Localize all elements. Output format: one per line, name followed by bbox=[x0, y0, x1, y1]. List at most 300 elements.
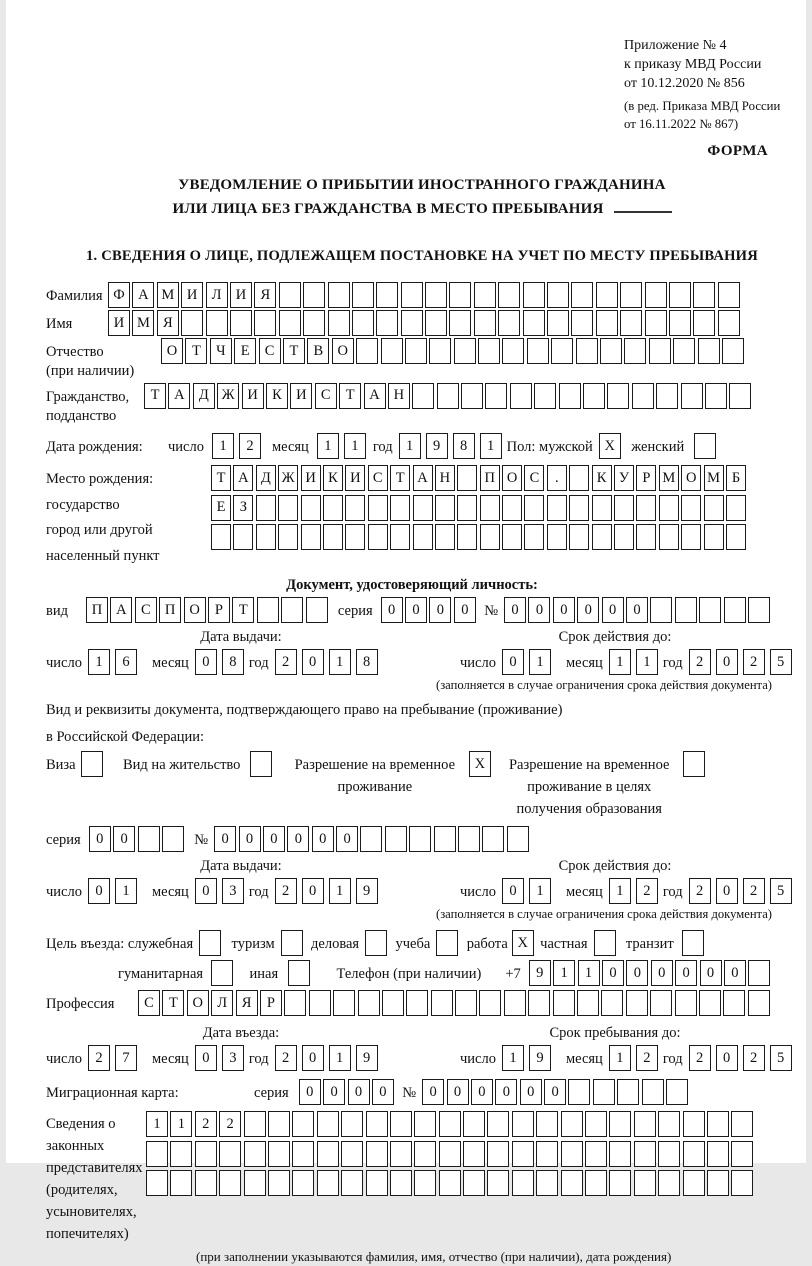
char-box[interactable] bbox=[683, 1111, 705, 1137]
char-box[interactable] bbox=[256, 495, 276, 521]
char-box[interactable] bbox=[230, 310, 252, 336]
patronymic-boxes[interactable] bbox=[161, 338, 746, 364]
char-box[interactable]: 0 bbox=[195, 649, 217, 675]
char-box[interactable] bbox=[390, 1170, 412, 1196]
char-box[interactable]: 0 bbox=[263, 826, 285, 852]
char-box[interactable] bbox=[414, 1111, 436, 1137]
char-box[interactable] bbox=[268, 1170, 290, 1196]
char-box[interactable] bbox=[569, 495, 589, 521]
char-box[interactable] bbox=[366, 1141, 388, 1167]
char-box[interactable] bbox=[699, 597, 721, 623]
char-box[interactable] bbox=[409, 826, 431, 852]
char-box[interactable] bbox=[317, 1141, 339, 1167]
char-box[interactable] bbox=[576, 338, 598, 364]
char-box[interactable] bbox=[281, 597, 303, 623]
char-box[interactable] bbox=[659, 495, 679, 521]
char-box[interactable] bbox=[534, 383, 556, 409]
visa-checkbox[interactable] bbox=[81, 751, 105, 777]
char-box[interactable] bbox=[195, 1170, 217, 1196]
char-box[interactable]: П bbox=[480, 465, 500, 491]
char-box[interactable]: 5 bbox=[770, 1045, 792, 1071]
char-box[interactable] bbox=[551, 338, 573, 364]
char-box[interactable] bbox=[592, 495, 612, 521]
char-box[interactable]: И bbox=[108, 310, 130, 336]
residence-valid-month[interactable] bbox=[609, 878, 663, 904]
char-box[interactable] bbox=[724, 597, 746, 623]
char-box[interactable] bbox=[412, 383, 434, 409]
char-box[interactable] bbox=[707, 1141, 729, 1167]
char-box[interactable] bbox=[485, 383, 507, 409]
birth-place-country-boxes[interactable] bbox=[211, 465, 748, 491]
char-box[interactable] bbox=[748, 597, 770, 623]
char-box[interactable] bbox=[292, 1141, 314, 1167]
char-box[interactable] bbox=[413, 495, 433, 521]
char-box[interactable] bbox=[81, 751, 103, 777]
char-box[interactable] bbox=[594, 930, 616, 956]
char-box[interactable] bbox=[592, 524, 612, 550]
char-box[interactable]: 1 bbox=[578, 960, 600, 986]
char-box[interactable] bbox=[614, 495, 634, 521]
char-box[interactable]: А bbox=[168, 383, 190, 409]
char-box[interactable] bbox=[352, 310, 374, 336]
purpose-work-checkbox[interactable] bbox=[512, 930, 536, 956]
char-box[interactable]: 9 bbox=[529, 960, 551, 986]
residence-issue-day[interactable] bbox=[88, 878, 142, 904]
char-box[interactable] bbox=[731, 1141, 753, 1167]
char-box[interactable] bbox=[406, 990, 428, 1016]
char-box[interactable] bbox=[731, 1170, 753, 1196]
char-box[interactable] bbox=[288, 960, 310, 986]
char-box[interactable]: Ж bbox=[278, 465, 298, 491]
char-box[interactable]: Н bbox=[388, 383, 410, 409]
char-box[interactable] bbox=[474, 282, 496, 308]
citizenship-boxes[interactable] bbox=[144, 383, 754, 409]
char-box[interactable] bbox=[510, 383, 532, 409]
char-box[interactable] bbox=[268, 1111, 290, 1137]
char-box[interactable] bbox=[244, 1141, 266, 1167]
char-box[interactable] bbox=[682, 930, 704, 956]
birth-place-extra-boxes[interactable] bbox=[211, 524, 748, 550]
birth-day-boxes[interactable] bbox=[212, 433, 266, 459]
char-box[interactable]: 2 bbox=[195, 1111, 217, 1137]
char-box[interactable] bbox=[568, 1079, 590, 1105]
char-box[interactable] bbox=[199, 930, 221, 956]
char-box[interactable] bbox=[707, 1170, 729, 1196]
char-box[interactable]: 2 bbox=[219, 1111, 241, 1137]
char-box[interactable] bbox=[170, 1170, 192, 1196]
char-box[interactable]: 1 bbox=[502, 1045, 524, 1071]
char-box[interactable]: Л bbox=[211, 990, 233, 1016]
char-box[interactable]: Р bbox=[208, 597, 230, 623]
char-box[interactable] bbox=[333, 990, 355, 1016]
char-box[interactable] bbox=[455, 990, 477, 1016]
entry-month[interactable] bbox=[195, 1045, 249, 1071]
char-box[interactable] bbox=[547, 495, 567, 521]
entry-year[interactable] bbox=[275, 1045, 383, 1071]
char-box[interactable]: 5 bbox=[770, 878, 792, 904]
char-box[interactable]: 8 bbox=[222, 649, 244, 675]
char-box[interactable] bbox=[195, 1141, 217, 1167]
char-box[interactable] bbox=[479, 990, 501, 1016]
char-box[interactable] bbox=[278, 524, 298, 550]
char-box[interactable] bbox=[512, 1111, 534, 1137]
char-box[interactable] bbox=[366, 1111, 388, 1137]
char-box[interactable]: 1 bbox=[399, 433, 421, 459]
char-box[interactable]: С bbox=[524, 465, 544, 491]
char-box[interactable]: К bbox=[592, 465, 612, 491]
char-box[interactable]: 2 bbox=[743, 649, 765, 675]
char-box[interactable]: 1 bbox=[344, 433, 366, 459]
char-box[interactable] bbox=[439, 1170, 461, 1196]
char-box[interactable] bbox=[414, 1170, 436, 1196]
char-box[interactable]: 0 bbox=[195, 1045, 217, 1071]
char-box[interactable] bbox=[303, 282, 325, 308]
char-box[interactable] bbox=[502, 338, 524, 364]
char-box[interactable] bbox=[301, 495, 321, 521]
char-box[interactable]: 0 bbox=[429, 597, 451, 623]
char-box[interactable] bbox=[368, 495, 388, 521]
profession-boxes[interactable] bbox=[138, 990, 772, 1016]
char-box[interactable] bbox=[536, 1141, 558, 1167]
char-box[interactable] bbox=[609, 1141, 631, 1167]
char-box[interactable]: 9 bbox=[356, 878, 378, 904]
char-box[interactable]: 1 bbox=[480, 433, 502, 459]
char-box[interactable]: Р bbox=[260, 990, 282, 1016]
char-box[interactable]: О bbox=[502, 465, 522, 491]
char-box[interactable]: И bbox=[230, 282, 252, 308]
char-box[interactable] bbox=[626, 990, 648, 1016]
char-box[interactable]: Е bbox=[211, 495, 231, 521]
char-box[interactable]: 2 bbox=[636, 1045, 658, 1071]
char-box[interactable]: Я bbox=[157, 310, 179, 336]
char-box[interactable] bbox=[507, 826, 529, 852]
char-box[interactable]: Ф bbox=[108, 282, 130, 308]
stay-day[interactable] bbox=[502, 1045, 556, 1071]
char-box[interactable] bbox=[673, 338, 695, 364]
firstname-boxes[interactable] bbox=[108, 310, 742, 336]
doc-series-boxes[interactable] bbox=[381, 597, 479, 623]
stay-month[interactable] bbox=[609, 1045, 663, 1071]
char-box[interactable]: Я bbox=[236, 990, 258, 1016]
char-box[interactable] bbox=[748, 960, 770, 986]
char-box[interactable]: И bbox=[181, 282, 203, 308]
char-box[interactable] bbox=[569, 465, 589, 491]
char-box[interactable] bbox=[478, 338, 500, 364]
char-box[interactable]: 0 bbox=[372, 1079, 394, 1105]
char-box[interactable]: 0 bbox=[239, 826, 261, 852]
char-box[interactable] bbox=[698, 338, 720, 364]
char-box[interactable]: 0 bbox=[214, 826, 236, 852]
doc-kind-boxes[interactable] bbox=[86, 597, 330, 623]
char-box[interactable] bbox=[502, 524, 522, 550]
phone-boxes[interactable] bbox=[529, 960, 773, 986]
residence-permit-checkbox[interactable] bbox=[250, 751, 274, 777]
char-box[interactable]: У bbox=[614, 465, 634, 491]
char-box[interactable] bbox=[309, 990, 331, 1016]
char-box[interactable]: О bbox=[332, 338, 354, 364]
stay-year[interactable] bbox=[689, 1045, 797, 1071]
char-box[interactable]: О bbox=[187, 990, 209, 1016]
char-box[interactable] bbox=[693, 282, 715, 308]
char-box[interactable] bbox=[524, 524, 544, 550]
char-box[interactable] bbox=[547, 282, 569, 308]
char-box[interactable] bbox=[656, 383, 678, 409]
char-box[interactable] bbox=[704, 495, 724, 521]
char-box[interactable]: 0 bbox=[700, 960, 722, 986]
char-box[interactable] bbox=[425, 282, 447, 308]
char-box[interactable]: 1 bbox=[170, 1111, 192, 1137]
char-box[interactable] bbox=[211, 524, 231, 550]
char-box[interactable] bbox=[457, 524, 477, 550]
purpose-study-checkbox[interactable] bbox=[436, 930, 460, 956]
purpose-official-checkbox[interactable] bbox=[199, 930, 223, 956]
char-box[interactable] bbox=[345, 495, 365, 521]
char-box[interactable] bbox=[474, 310, 496, 336]
char-box[interactable]: 1 bbox=[609, 878, 631, 904]
char-box[interactable] bbox=[585, 1111, 607, 1137]
char-box[interactable]: Я bbox=[254, 282, 276, 308]
char-box[interactable]: А bbox=[132, 282, 154, 308]
char-box[interactable]: В bbox=[307, 338, 329, 364]
char-box[interactable] bbox=[502, 495, 522, 521]
char-box[interactable] bbox=[512, 1170, 534, 1196]
char-box[interactable] bbox=[449, 282, 471, 308]
char-box[interactable]: 0 bbox=[89, 826, 111, 852]
char-box[interactable]: 0 bbox=[716, 878, 738, 904]
char-box[interactable] bbox=[303, 310, 325, 336]
birth-year-boxes[interactable] bbox=[399, 433, 507, 459]
char-box[interactable] bbox=[146, 1141, 168, 1167]
char-box[interactable] bbox=[547, 524, 567, 550]
char-box[interactable] bbox=[620, 310, 642, 336]
char-box[interactable]: И bbox=[242, 383, 264, 409]
char-box[interactable] bbox=[480, 524, 500, 550]
char-box[interactable] bbox=[390, 495, 410, 521]
char-box[interactable] bbox=[381, 338, 403, 364]
char-box[interactable] bbox=[206, 310, 228, 336]
char-box[interactable]: 1 bbox=[636, 649, 658, 675]
char-box[interactable]: Б bbox=[726, 465, 746, 491]
char-box[interactable]: 1 bbox=[212, 433, 234, 459]
char-box[interactable] bbox=[583, 383, 605, 409]
char-box[interactable] bbox=[437, 383, 459, 409]
char-box[interactable] bbox=[683, 1170, 705, 1196]
char-box[interactable] bbox=[279, 282, 301, 308]
char-box[interactable] bbox=[425, 310, 447, 336]
char-box[interactable]: 0 bbox=[716, 649, 738, 675]
char-box[interactable]: 0 bbox=[502, 878, 524, 904]
char-box[interactable] bbox=[675, 597, 697, 623]
char-box[interactable]: О bbox=[681, 465, 701, 491]
char-box[interactable]: К bbox=[266, 383, 288, 409]
char-box[interactable] bbox=[683, 751, 705, 777]
char-box[interactable] bbox=[705, 383, 727, 409]
char-box[interactable]: 0 bbox=[405, 597, 427, 623]
sex-male-checkbox[interactable] bbox=[599, 433, 623, 459]
char-box[interactable] bbox=[401, 282, 423, 308]
char-box[interactable] bbox=[649, 338, 671, 364]
char-box[interactable]: Ч bbox=[210, 338, 232, 364]
char-box[interactable]: Д bbox=[193, 383, 215, 409]
char-box[interactable]: X bbox=[599, 433, 621, 459]
char-box[interactable]: 9 bbox=[426, 433, 448, 459]
residence-valid-year[interactable] bbox=[689, 878, 797, 904]
char-box[interactable]: 0 bbox=[195, 878, 217, 904]
char-box[interactable] bbox=[669, 282, 691, 308]
char-box[interactable]: 1 bbox=[329, 878, 351, 904]
char-box[interactable]: 0 bbox=[302, 649, 324, 675]
temp-residence-education-checkbox[interactable] bbox=[683, 751, 707, 777]
char-box[interactable] bbox=[699, 990, 721, 1016]
char-box[interactable] bbox=[385, 826, 407, 852]
char-box[interactable]: 2 bbox=[743, 1045, 765, 1071]
char-box[interactable]: 0 bbox=[651, 960, 673, 986]
char-box[interactable] bbox=[366, 1170, 388, 1196]
char-box[interactable] bbox=[650, 990, 672, 1016]
char-box[interactable] bbox=[368, 524, 388, 550]
char-box[interactable] bbox=[323, 524, 343, 550]
char-box[interactable]: О bbox=[184, 597, 206, 623]
char-box[interactable] bbox=[457, 465, 477, 491]
char-box[interactable] bbox=[748, 990, 770, 1016]
char-box[interactable] bbox=[718, 282, 740, 308]
char-box[interactable] bbox=[162, 826, 184, 852]
char-box[interactable] bbox=[279, 310, 301, 336]
char-box[interactable]: 8 bbox=[356, 649, 378, 675]
char-box[interactable] bbox=[634, 1141, 656, 1167]
char-box[interactable] bbox=[365, 930, 387, 956]
char-box[interactable] bbox=[609, 1111, 631, 1137]
char-box[interactable]: 0 bbox=[502, 649, 524, 675]
residence-valid-day[interactable] bbox=[502, 878, 556, 904]
char-box[interactable] bbox=[561, 1111, 583, 1137]
char-box[interactable] bbox=[345, 524, 365, 550]
char-box[interactable]: С bbox=[259, 338, 281, 364]
char-box[interactable]: 0 bbox=[381, 597, 403, 623]
char-box[interactable]: 0 bbox=[422, 1079, 444, 1105]
char-box[interactable]: 0 bbox=[348, 1079, 370, 1105]
char-box[interactable] bbox=[632, 383, 654, 409]
char-box[interactable]: 3 bbox=[222, 1045, 244, 1071]
char-box[interactable] bbox=[561, 1170, 583, 1196]
char-box[interactable] bbox=[390, 1141, 412, 1167]
char-box[interactable] bbox=[146, 1170, 168, 1196]
char-box[interactable]: З bbox=[233, 495, 253, 521]
char-box[interactable] bbox=[352, 282, 374, 308]
char-box[interactable] bbox=[645, 310, 667, 336]
char-box[interactable]: П bbox=[159, 597, 181, 623]
char-box[interactable] bbox=[527, 338, 549, 364]
char-box[interactable]: 0 bbox=[336, 826, 358, 852]
char-box[interactable] bbox=[617, 1079, 639, 1105]
char-box[interactable]: 2 bbox=[636, 878, 658, 904]
char-box[interactable] bbox=[718, 310, 740, 336]
char-box[interactable] bbox=[504, 990, 526, 1016]
residence-issue-month[interactable] bbox=[195, 878, 249, 904]
char-box[interactable] bbox=[405, 338, 427, 364]
char-box[interactable]: 6 bbox=[115, 649, 137, 675]
char-box[interactable]: 2 bbox=[88, 1045, 110, 1071]
char-box[interactable]: 0 bbox=[626, 597, 648, 623]
char-box[interactable] bbox=[390, 1111, 412, 1137]
char-box[interactable]: 0 bbox=[520, 1079, 542, 1105]
char-box[interactable]: 1 bbox=[317, 433, 339, 459]
char-box[interactable] bbox=[211, 960, 233, 986]
char-box[interactable] bbox=[722, 338, 744, 364]
char-box[interactable] bbox=[634, 1111, 656, 1137]
char-box[interactable]: Т bbox=[339, 383, 361, 409]
char-box[interactable] bbox=[328, 282, 350, 308]
char-box[interactable] bbox=[487, 1111, 509, 1137]
char-box[interactable] bbox=[614, 524, 634, 550]
char-box[interactable] bbox=[704, 524, 724, 550]
char-box[interactable]: Т bbox=[144, 383, 166, 409]
char-box[interactable] bbox=[650, 597, 672, 623]
migration-series-boxes[interactable] bbox=[299, 1079, 397, 1105]
char-box[interactable]: 1 bbox=[115, 878, 137, 904]
char-box[interactable] bbox=[659, 524, 679, 550]
char-box[interactable] bbox=[726, 495, 746, 521]
char-box[interactable] bbox=[429, 338, 451, 364]
char-box[interactable] bbox=[170, 1141, 192, 1167]
char-box[interactable] bbox=[723, 990, 745, 1016]
char-box[interactable]: 2 bbox=[239, 433, 261, 459]
char-box[interactable] bbox=[382, 990, 404, 1016]
char-box[interactable] bbox=[317, 1111, 339, 1137]
char-box[interactable] bbox=[600, 338, 622, 364]
residence-number-boxes[interactable] bbox=[214, 826, 531, 852]
doc-issue-year[interactable] bbox=[275, 649, 383, 675]
doc-valid-month[interactable] bbox=[609, 649, 663, 675]
char-box[interactable]: А bbox=[413, 465, 433, 491]
char-box[interactable]: 0 bbox=[113, 826, 135, 852]
doc-valid-day[interactable] bbox=[502, 649, 556, 675]
char-box[interactable] bbox=[328, 310, 350, 336]
char-box[interactable]: Ж bbox=[217, 383, 239, 409]
char-box[interactable]: . bbox=[547, 465, 567, 491]
char-box[interactable] bbox=[257, 597, 279, 623]
sex-female-checkbox[interactable] bbox=[694, 433, 718, 459]
char-box[interactable]: Л bbox=[206, 282, 228, 308]
char-box[interactable]: 0 bbox=[528, 597, 550, 623]
char-box[interactable] bbox=[620, 282, 642, 308]
char-box[interactable]: 0 bbox=[495, 1079, 517, 1105]
char-box[interactable]: С bbox=[135, 597, 157, 623]
char-box[interactable] bbox=[256, 524, 276, 550]
char-box[interactable] bbox=[463, 1141, 485, 1167]
purpose-private-checkbox[interactable] bbox=[594, 930, 618, 956]
char-box[interactable]: С bbox=[368, 465, 388, 491]
char-box[interactable] bbox=[317, 1170, 339, 1196]
char-box[interactable] bbox=[401, 310, 423, 336]
char-box[interactable]: 0 bbox=[323, 1079, 345, 1105]
char-box[interactable] bbox=[292, 1111, 314, 1137]
char-box[interactable] bbox=[681, 383, 703, 409]
char-box[interactable] bbox=[693, 310, 715, 336]
representatives-row2-boxes[interactable] bbox=[146, 1141, 756, 1167]
char-box[interactable] bbox=[219, 1141, 241, 1167]
char-box[interactable] bbox=[726, 524, 746, 550]
char-box[interactable]: 1 bbox=[146, 1111, 168, 1137]
entry-day[interactable] bbox=[88, 1045, 142, 1071]
char-box[interactable] bbox=[439, 1111, 461, 1137]
char-box[interactable]: 0 bbox=[299, 1079, 321, 1105]
char-box[interactable]: Т bbox=[283, 338, 305, 364]
char-box[interactable]: 0 bbox=[504, 597, 526, 623]
char-box[interactable]: 0 bbox=[716, 1045, 738, 1071]
char-box[interactable] bbox=[559, 383, 581, 409]
char-box[interactable] bbox=[585, 1141, 607, 1167]
